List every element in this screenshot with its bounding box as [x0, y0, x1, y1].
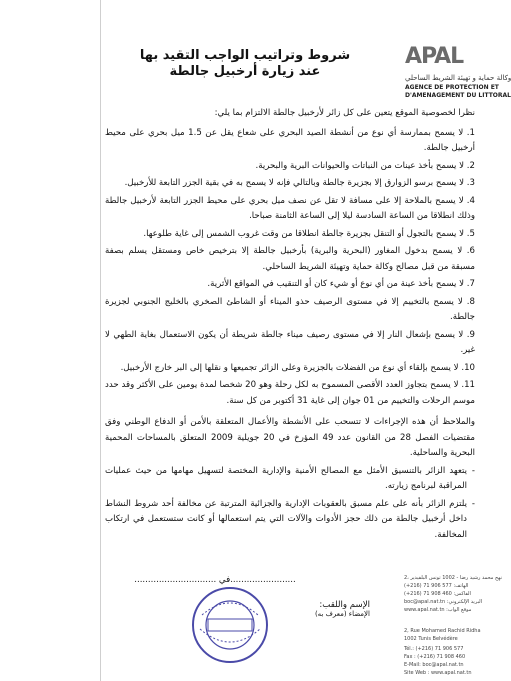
footer-arabic-email: boc@apal.nat.tn :البريد الإلكتروني [404, 599, 483, 605]
rule-item: 6. لا يسمح بدخول المغاور (البحرية والبرية) بأرخبيل جالطة إلا بترخيص خاص ومستقل يسلم بصفة مسبقة من قبل مصالح وكالة حماية وتهيئة الشريط الساحلي. [105, 246, 475, 272]
signature-label: الإمضاء (معرف به) [314, 610, 370, 618]
rule-item: 11. لا يسمح بتجاوز العدد الأقصى المسموح به لكل رحلة وهو 20 شخصا لمدة يومين على الأكثر وقد حدد موسم الرحلات والتخييم من 01 جوان إلى غاية 31 أكتوبر من كل سنة. [105, 380, 475, 406]
footer-french-address2: 1002 Tunis Belvédère [404, 636, 458, 642]
rule-item: 2. لا يسمح بأخذ عينات من النباتات والحيوانات البرية والبحرية. [255, 160, 475, 171]
rule-item: 9. لا يسمح بإشعال النار إلا في مستوى رصيف ميناء جالطة شريطة أن يكون الاستعمال بغاية الطهي لا غير. [105, 329, 475, 355]
name-label: الإسم واللقب: [319, 600, 370, 610]
footer-arabic-web: www.apal.nat.tn :موقع الواب [404, 607, 472, 613]
note-paragraph: والملاحظ أن هذه الإجراءات لا تتسحب على الأنشطة والأعمال المتعلقة بالأمن أو الدفاع الوطني وفق مقتضيات الفصل 28 من القانون عدد 49 المؤرخ في 20 جويلية 2009 المتعلق بالمساحات المحمية البحرية والساحلية. [105, 417, 476, 458]
bullet-item: - يتعهد الزائر بالتنسيق الأمثل مع المصالح الأمنية والإدارية المختصة لتسهيل مهامها من حيث عمليات المراقبة لبرنامج زيارته. [105, 464, 475, 495]
page-title-line2: عند زيارة أرخبيل جالطة [169, 64, 321, 79]
rule-item: 5. لا يسمح بالتجول أو التنقل بجزيرة جالطة انطلاقا من وقت غروب الشمس إلى غاية طلوعها. [143, 228, 475, 239]
footer-french-fax: Fax : (+216) 71 908 460 [404, 654, 466, 660]
document-body [105, 106, 475, 545]
rule-item: 7. لا يسمح بأخذ عينة من أي نوع أو شيء كان أو التنقيب في المواقع الأثرية. [207, 279, 475, 289]
logo-french-name-line2: D'AMENAGEMENT DU LITTORAL [405, 92, 511, 99]
date-place-line: ........................في .............................. [134, 575, 296, 585]
logo-mark: APAL [405, 44, 464, 69]
rule-item: 1. لا يسمح بممارسة أي نوع من أنشطة الصيد البحري على شعاع يقل عن 1.5 ميل بحري على محيط أرخبيل جالطة. [105, 127, 475, 153]
footer-arabic-phone: (+216) 71 906 577 :الهاتف [404, 583, 469, 589]
left-margin-strip [0, 0, 101, 681]
logo-arabic-name: وكالة حماية و تهيئة الشريط الساحلي [405, 74, 511, 82]
rule-item: 4. لا يسمح بالملاحة إلا على مسافة لا تقل عن نصف ميل بحري على محيط الجزر التابعة لأرخبيل جالطة وذلك انطلاقا من الساعة السادسة ليلا إلى الساعة الثامنة صباحا. [105, 195, 475, 221]
rule-item: 3. لا يسمح برسو الزوارق إلا بجزيرة جالطة وبالتالي فإنه لا يسمح به في بقية الجزر التابعة للأرخبيل. [124, 178, 475, 188]
page-title-line1: شروط وتراتيب الواجب التقيد بها [139, 48, 351, 63]
footer-french-address1: 2, Rue Mohamed Rachid Ridha [404, 628, 481, 634]
rule-item: 8. لا يسمح بالتخييم إلا في مستوى الرصيف حذو الميناء أو الشاطئ الصخري بالخليج الجنوبي لجزيرة جالطة. [105, 296, 475, 322]
logo-french-name-line1: AGENCE DE PROTECTION ET [405, 84, 499, 91]
footer-french-email: E-Mail: boc@apal.nat.tn [404, 662, 464, 668]
intro-paragraph: نظرا لخصوصية الموقع يتعين على كل زائر لأرخبيل جالطة الالتزام بما يلي: [214, 108, 475, 118]
footer-arabic-address: 2، نهج محمد رشيد رضا - 1002 تونس البلفيدير [404, 575, 502, 581]
footer-arabic-fax: (+216) 71 908 460 :الفاكس [404, 591, 471, 597]
bullet-item: - يلتزم الزائر بأنه على علم مسبق بالعقوبات الإدارية والجزائية المترتبة عن مخالفة أحد شروط النشاط داخل أرخبيل جالطة من ذلك حجز الأدوات والآلات التي يتم استعمالها أو كانت ستستعمل في ارتكاب المخالفة. [105, 497, 475, 544]
footer-french-web: Site Web : www.apal.nat.tn [404, 670, 472, 676]
footer-french-phone: Tél.: (+216) 71 906 577 [404, 646, 464, 652]
apal-logo [405, 44, 511, 104]
official-stamp [190, 585, 270, 665]
rule-item: 10. لا يسمح بإلقاء أي نوع من الفضلات بالجزيرة وعلى الزائر تجميعها و نقلها إلى البر خارج الأرخبيل. [120, 362, 475, 373]
